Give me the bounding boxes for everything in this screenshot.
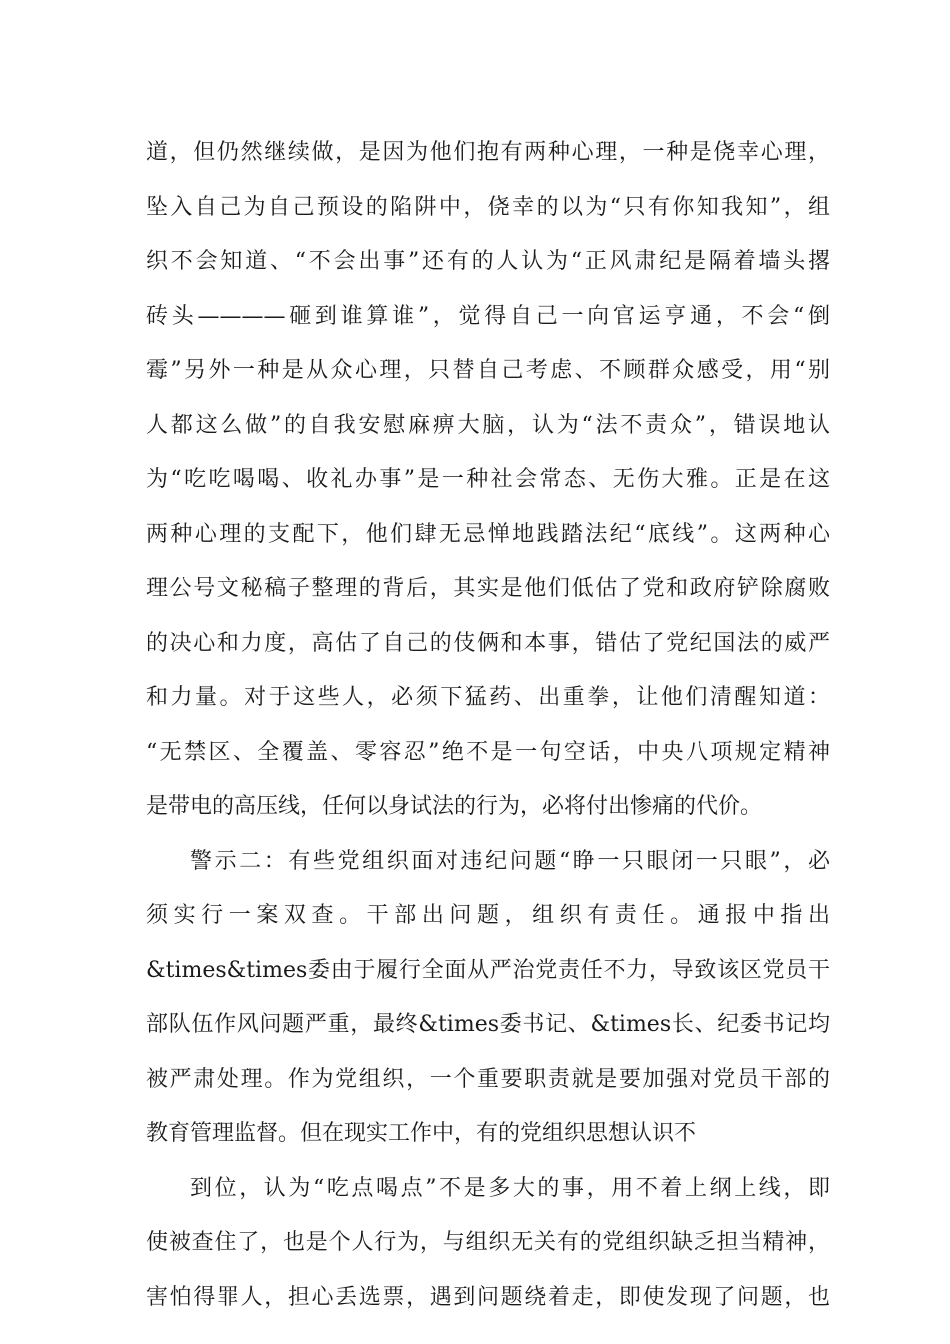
text-line: 理公号文秘稿子整理的背后，其实是他们低估了党和政府铲除腐败 [146, 576, 830, 601]
text-line: 人都这么做”的自我安慰麻痹大脑，认为“法不责众”，错误地认 [146, 412, 830, 438]
text-line: 的决心和力度，高估了自己的伎俩和本事，错估了党纪国法的威严 [146, 630, 830, 656]
text-line: 须实行一案双查。干部出问题，组织有责任。通报中指出 [146, 903, 830, 928]
text-line: 为“吃吃喝喝、收礼办事”是一种社会常态、无伤大雅。正是在这 [146, 467, 830, 492]
text-line: 教育管理监督。但在现实工作中，有的党组织思想认识不 [146, 1121, 697, 1146]
text-line: 两种心理的支配下，他们肆无忌惮地践踏法纪“底线”。这两种心 [146, 521, 830, 547]
text-line: 到位，认为“吃点喝点”不是多大的事，用不着上纲上线，即 [190, 1175, 830, 1201]
text-line: &times&times委由于履行全面从严治党责任不力，导致该区党员干 [146, 957, 830, 983]
text-line: 是带电的高压线，任何以身试法的行为，必将付出惨痛的代价。 [146, 794, 763, 819]
text-line: 霉”另外一种是从众心理，只替自己考虑、不顾群众感受，用“别 [146, 358, 830, 383]
text-line: 害怕得罪人，担心丢选票，遇到问题绕着走，即使发现了问题，也 [146, 1284, 830, 1310]
text-line: “无禁区、全覆盖、零容忍”绝不是一句空话，中央八项规定精神 [146, 739, 830, 765]
text-line: 部队伍作风问题严重，最终&times委书记、&times长、纪委书记均 [146, 1012, 830, 1037]
text-line: 道，但仍然继续做，是因为他们抱有两种心理，一种是侥幸心理， [146, 140, 830, 165]
text-line: 坠入自己为自己预设的陷阱中，侥幸的以为“只有你知我知”，组 [146, 194, 830, 220]
text-line: 织不会知道、“不会出事”还有的人认为“正风肃纪是隔着墙头撂 [146, 249, 830, 274]
text-line: 砖头————砸到谁算谁”，觉得自己一向官运亨通，不会“倒 [146, 303, 830, 329]
text-line: 使被查住了，也是个人行为，与组织无关有的党组织缺乏担当精神， [146, 1230, 830, 1255]
body-text [146, 126, 830, 1325]
text-line: 警示二：有些党组织面对违纪问题“睁一只眼闭一只眼”，必 [190, 848, 830, 874]
text-line: 被严肃处理。作为党组织，一个重要职责就是要加强对党员干部的 [146, 1066, 830, 1092]
text-line: 和力量。对于这些人，必须下猛药、出重拳，让他们清醒知道： [146, 685, 830, 710]
